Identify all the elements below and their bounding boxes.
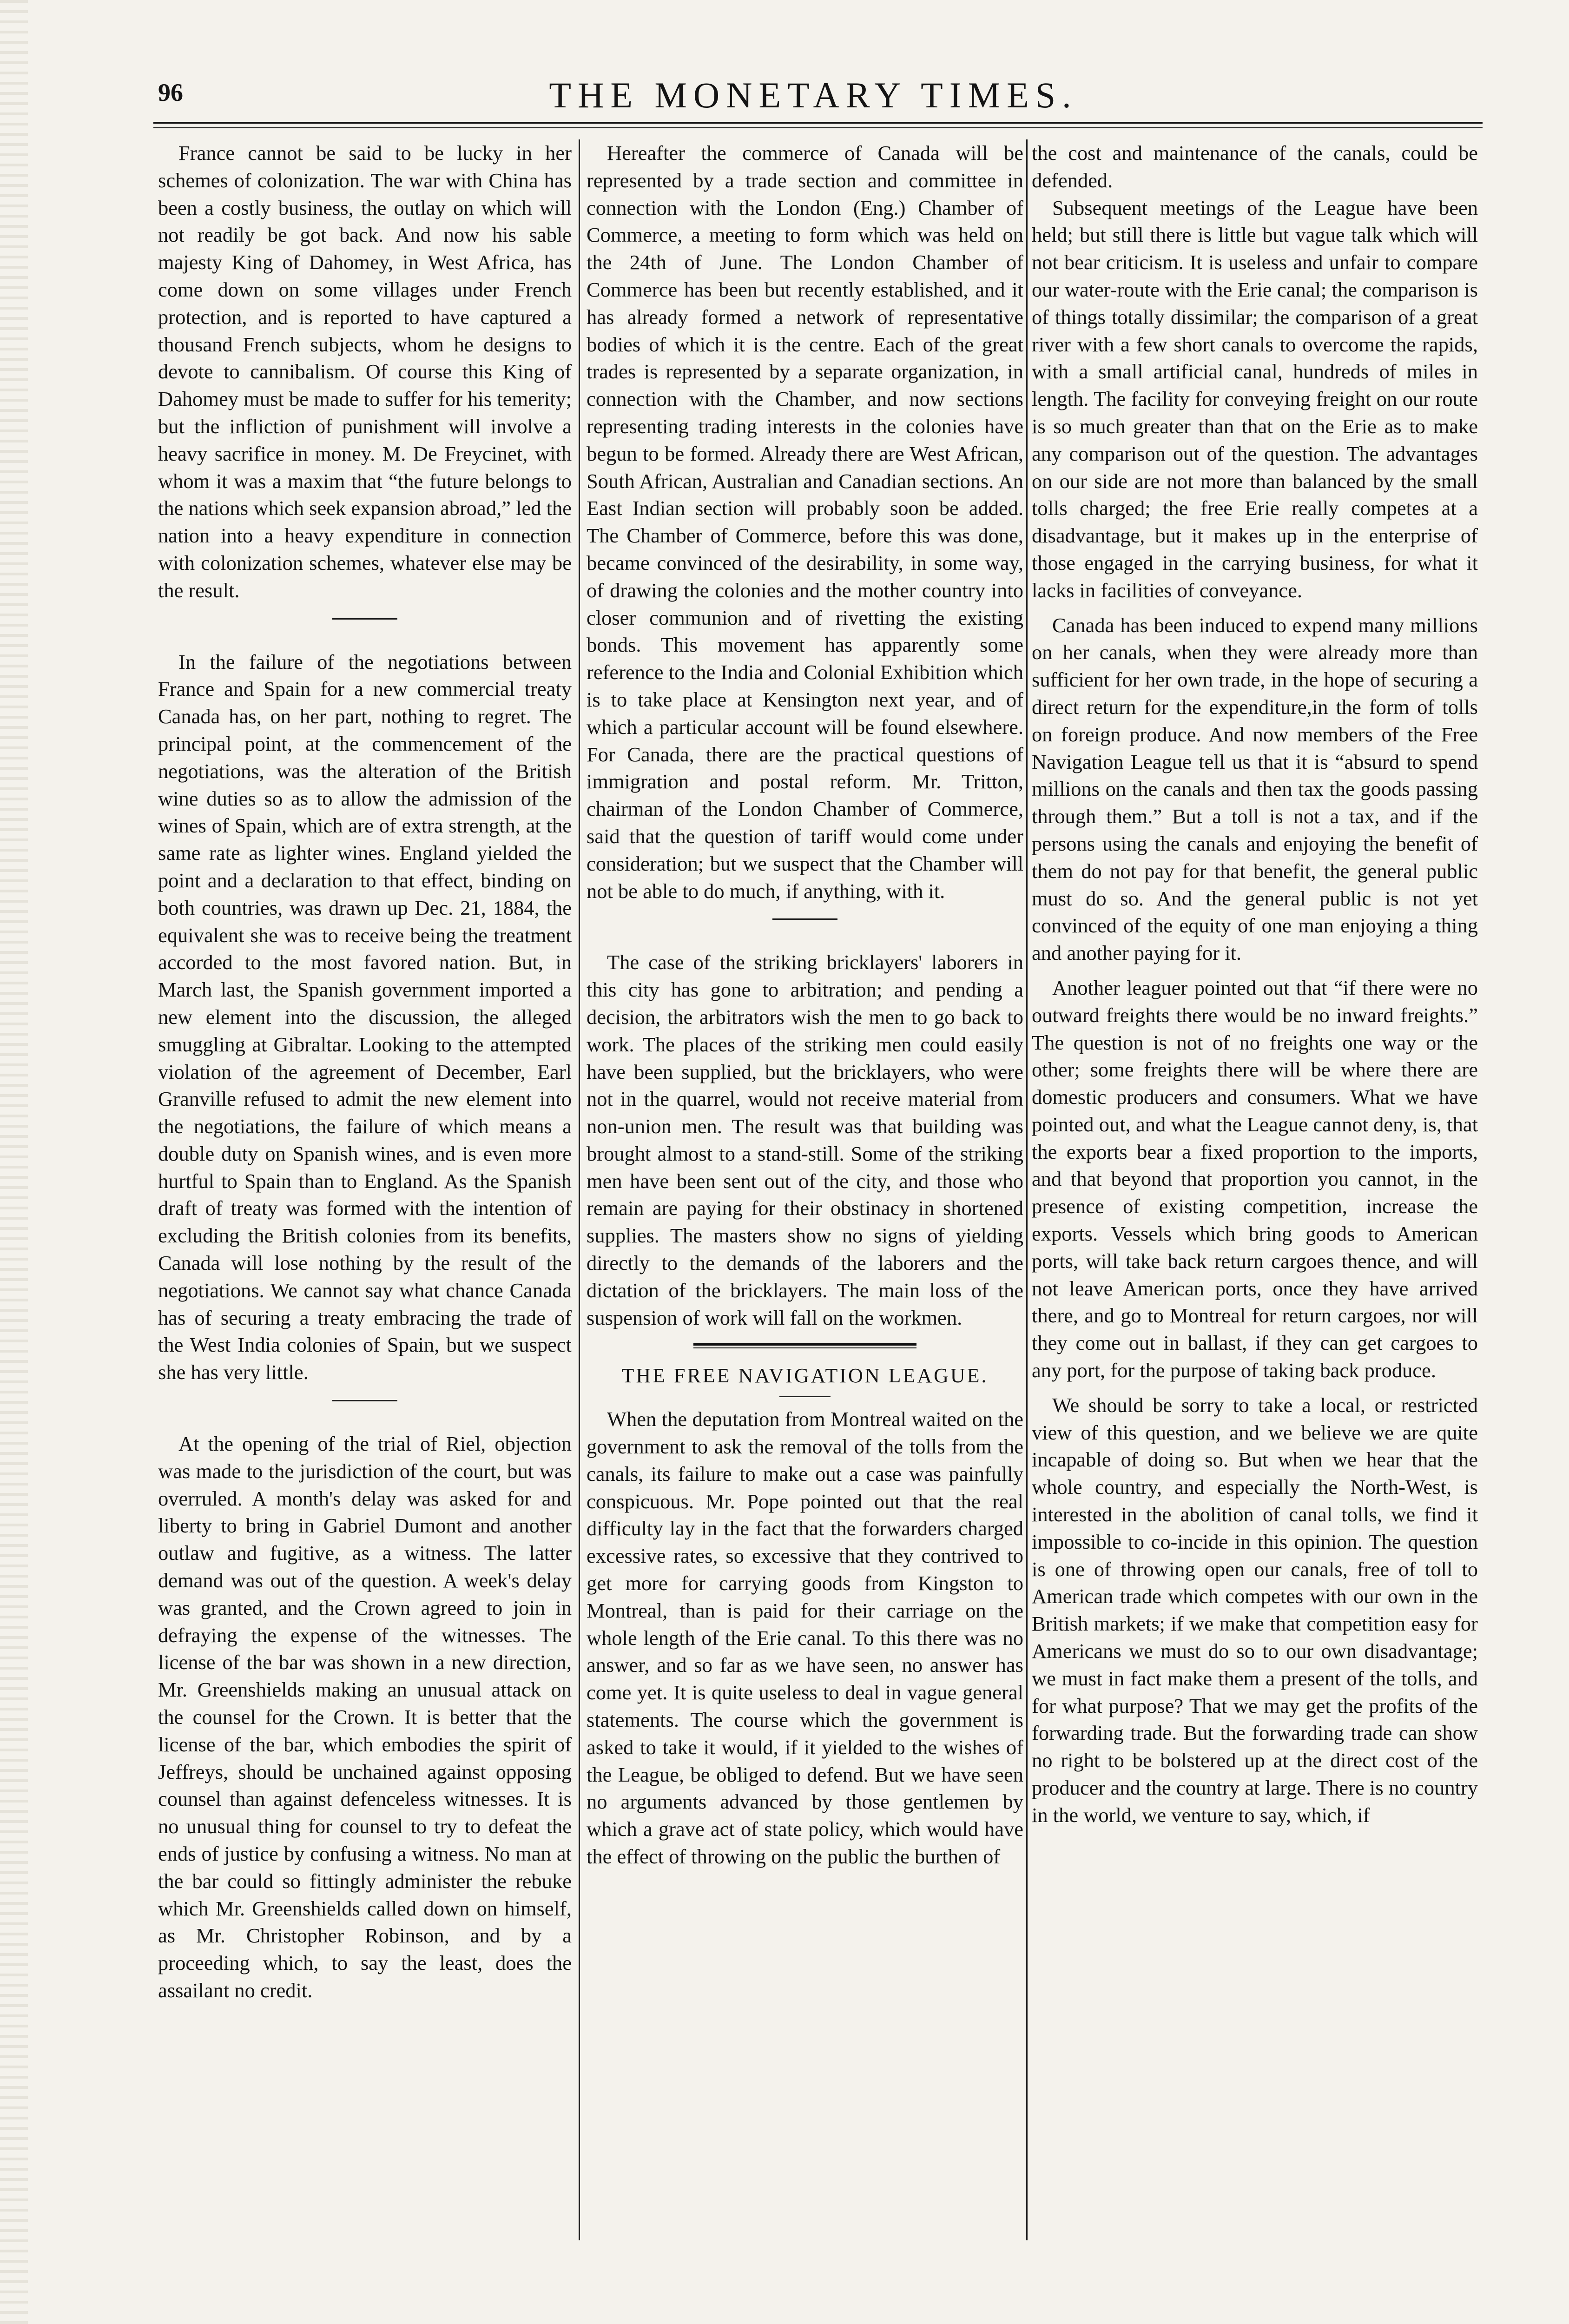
header-rule-thin bbox=[153, 127, 1483, 128]
article-paragraph: We should be sorry to take a local, or restricted view of this question, and we believe we are quite incapable of doing so. But when we hear that the whole country, and especially the North-West, is interested in the abolition of canal tolls, we find it impossible to co-incide in this opinion. The question is one of throwing open our canals, free of toll to American trade which competes with our own in the British markets; if we make that competition easy for Americans we must do so to our own disadvantage; we must in fact make them a present of the tolls, and for what purpose? That we may get the profits of the forwarding trade. But the forwarding trade can show no right to be bolstered up at the direct cost of the producer and the country at large. There is no country in the world, we venture to say, which, if bbox=[1032, 1393, 1478, 1827]
article-paragraph-continued: the cost and maintenance of the canals, could be defended. bbox=[1032, 141, 1478, 192]
scan-edge-artifact bbox=[0, 0, 28, 2324]
section-separator bbox=[332, 618, 397, 620]
article-paragraph: In the failure of the negotiations between France and Spain for a new commercial treaty Canada has, on her part, nothing to regret. The principal point, at the commencement of the negotiations, was the alteration of the British wine duties so as to allow the admission of the wines of Spain, which are of extra strength, at the same rate as lighter wines. England yielded the point and a declaration to that effect, binding on both countries, was drawn up Dec. 21, 1884, the equivalent she was to receive being the treatment accorded to the most favored nation. But, in March last, the Spanish government imported a new element into the discussion, the alleged smuggling at Gibraltar. Looking to the attempted violation of the agreement of December, Earl Granville refused to admit the new element into the negotiations, the failure of which means a double duty on Spanish wines, and is even more hurtful to Spain than to England. As the Spanish draft of treaty was formed with the intention of excluding the British colonies from its benefits, Canada will lose nothing by the result of the negotiations. We cannot say what chance Canada has of securing a treaty embracing the trade of the West India colonies of Spain, but we suspect she has very little. bbox=[158, 650, 572, 1384]
article-heading-rule-thin bbox=[693, 1347, 916, 1348]
article-title: THE FREE NAVIGATION LEAGUE. bbox=[621, 1364, 989, 1387]
article-paragraph: The case of the striking bricklayers' laborers in this city has gone to arbitration; and pending a decision, the arbitrators wish the men to go back to work. The places of the striking men could easily have been supplied, but the bricklayers, who were not in the quarrel, would not receive material from non-union men. The result was that building was brought almost to a stand-still. Some of the striking men have been sent out of the city, and those who remain are paying for their obstinacy in shortened supplies. The masters show no signs of yielding directly to the demands of the laborers and the dictation of the bricklayers. The main loss of the suspension of work will fall on the workmen. bbox=[587, 951, 1023, 1329]
article-heading-rule bbox=[693, 1343, 916, 1346]
article-paragraph: At the opening of the trial of Riel, objection was made to the jurisdiction of the court, but was overruled. A month's delay was asked for and liberty to bring in Gabriel Dumont and another outlaw and fugitive, as a witness. The latter demand was out of the question. A week's delay was granted, and the Crown agreed to join in defraying the expense of the witnesses. The license of the bar was shown in a new direction, Mr. Greenshields making an unusual attack on the counsel for the Crown. It is better that the license of the bar, which embodies the spirit of Jeffreys, should be unchained against opposing counsel than against defenceless witnesses. It is no unusual thing for counsel to try to defeat the ends of justice by confusing a witness. No man at the bar could so fittingly administer the rebuke which Mr. Greenshields called down on himself, as Mr. Christopher Robinson, and by a proceeding which, to say the least, does the assailant no credit. bbox=[158, 1432, 572, 2002]
article-paragraph: When the deputation from Montreal waited on the government to ask the removal of the tolls from the canals, its failure to make out a case was painfully conspicuous. Mr. Pope pointed out that the real difficulty lay in the fact that the forwarders charged excessive rates, so excessive that they contrived to get more for carrying goods from Kingston to Montreal, than is paid for their carriage on the whole length of the Erie canal. To this there was no answer, and so far as we have seen, no answer has come yet. It is quite useless to deal in vague general statements. The course which the government is asked to take it would, if it yielded to the wishes of the League, be obliged to defend. But we have seen no arguments advanced by those gentlemen by which a grave act of state policy, which would have the effect of throwing on the public the burthen of bbox=[587, 1407, 1023, 1868]
column-divider bbox=[1026, 139, 1028, 2240]
column-divider bbox=[579, 139, 580, 2240]
column-3 bbox=[1032, 139, 1478, 2250]
header-rule bbox=[153, 122, 1483, 124]
title-underline bbox=[779, 1396, 831, 1397]
article-paragraph: Hereafter the commerce of Canada will be represented by a trade section and committee in connection with the London (Eng.) Chamber of Commerce, a meeting to form which was held on the 24th of June. The London Chamber of Commerce has been but recently established, and it has already formed a network of representative bodies of which it is the centre. Each of the great trades is represented by a separate organization, in connection with the Chamber, and now sections representing trading interests in the colonies have begun to be formed. Already there are West African, South African, Australian and Canadian sections. An East Indian section will probably soon be added. The Chamber of Commerce, before this was done, became convinced of the desirability, in some way, of drawing the colonies and the mother country into closer communion and of rivetting the existing bonds. This movement has apparently some reference to the India and Colonial Exhibition which is to take place at Kensington next year, and of which a particular account will be found elsewhere. For Canada, there are the practical questions of immigration and postal reform. Mr. Tritton, chairman of the London Chamber of Commerce, said that the question of tariff would come under consideration; but we suspect that the Chamber will not be able to do much, if anything, with it. bbox=[587, 141, 1023, 903]
section-separator bbox=[772, 918, 837, 920]
page-number: 96 bbox=[158, 79, 183, 106]
column-1 bbox=[158, 139, 572, 2250]
masthead-title: THE MONETARY TIMES. bbox=[549, 75, 1078, 115]
article-paragraph: Canada has been induced to expend many millions on her canals, when they were already more than sufficient for her own trade, in the hope of securing a direct return for the expenditure,in the form of tolls on foreign produce. And now members of the Free Navigation League tell us that it is “absurd to spend millions on the canals and then tax the goods passing through them.” But a toll is not a tax, and if the persons using the canals and enjoying the benefit of them do not pay for that benefit, the general public must do so. And the general public is not yet convinced of the equity of one man enjoying a thing and another paying for it. bbox=[1032, 613, 1478, 965]
section-separator bbox=[332, 1400, 397, 1401]
article-paragraph: Subsequent meetings of the League have been held; but still there is little but vague talk which will not bear criticism. It is useless and unfair to compare our water-route with the Erie canal; the comparison is of things totally dissimilar; the comparison of a great river with a few short canals to overcome the rapids, with a small artificial canal, hundreds of miles in length. The facility for conveying freight on our route is so much greater than that on the Erie as to make any comparison out of the question. The advantages on our side are not more than balanced by the small tolls charged; the free Erie really competes at a disadvantage, but it makes up in the enterprise of those engaged in the carrying business, for what it lacks in facilities of conveyance. bbox=[1032, 196, 1478, 602]
article-paragraph: Another leaguer pointed out that “if there were no outward freights there would be no inward freights.” The question is not of no freights one way or the other; some freights there will be where there are domestic producers and consumers. What we have pointed out, and what the League cannot deny, is, that the exports bear a fixed proportion to the imports, and that beyond that proportion you cannot, in the presence of existing competition, increase the exports. Vessels which bring goods to American ports, will take back return cargoes thence, and will not leave American ports, once they have arrived there, and go to Montreal for return cargoes, nor will they come out in ballast, if they can get cargoes to any port, for the purpose of taking back produce. bbox=[1032, 976, 1478, 1382]
column-2 bbox=[587, 139, 1023, 2250]
article-paragraph: France cannot be said to be lucky in her schemes of colonization. The war with China has been a costly business, the outlay on which will not readily be got back. And now his sable majesty King of Dahomey, in West Africa, has come down on some villages under French protection, and is reported to have captured a thousand French subjects, whom he designs to devote to cannibalism. Of course this King of Dahomey must be made to suffer for his temerity; but the infliction of punishment will involve a heavy sacrifice in money. M. De Freycinet, with whom it was a maxim that “the future belongs to the nations which seek expansion abroad,” led the nation into a heavy expenditure in connection with colonization schemes, whatever else may be the result. bbox=[158, 141, 572, 602]
